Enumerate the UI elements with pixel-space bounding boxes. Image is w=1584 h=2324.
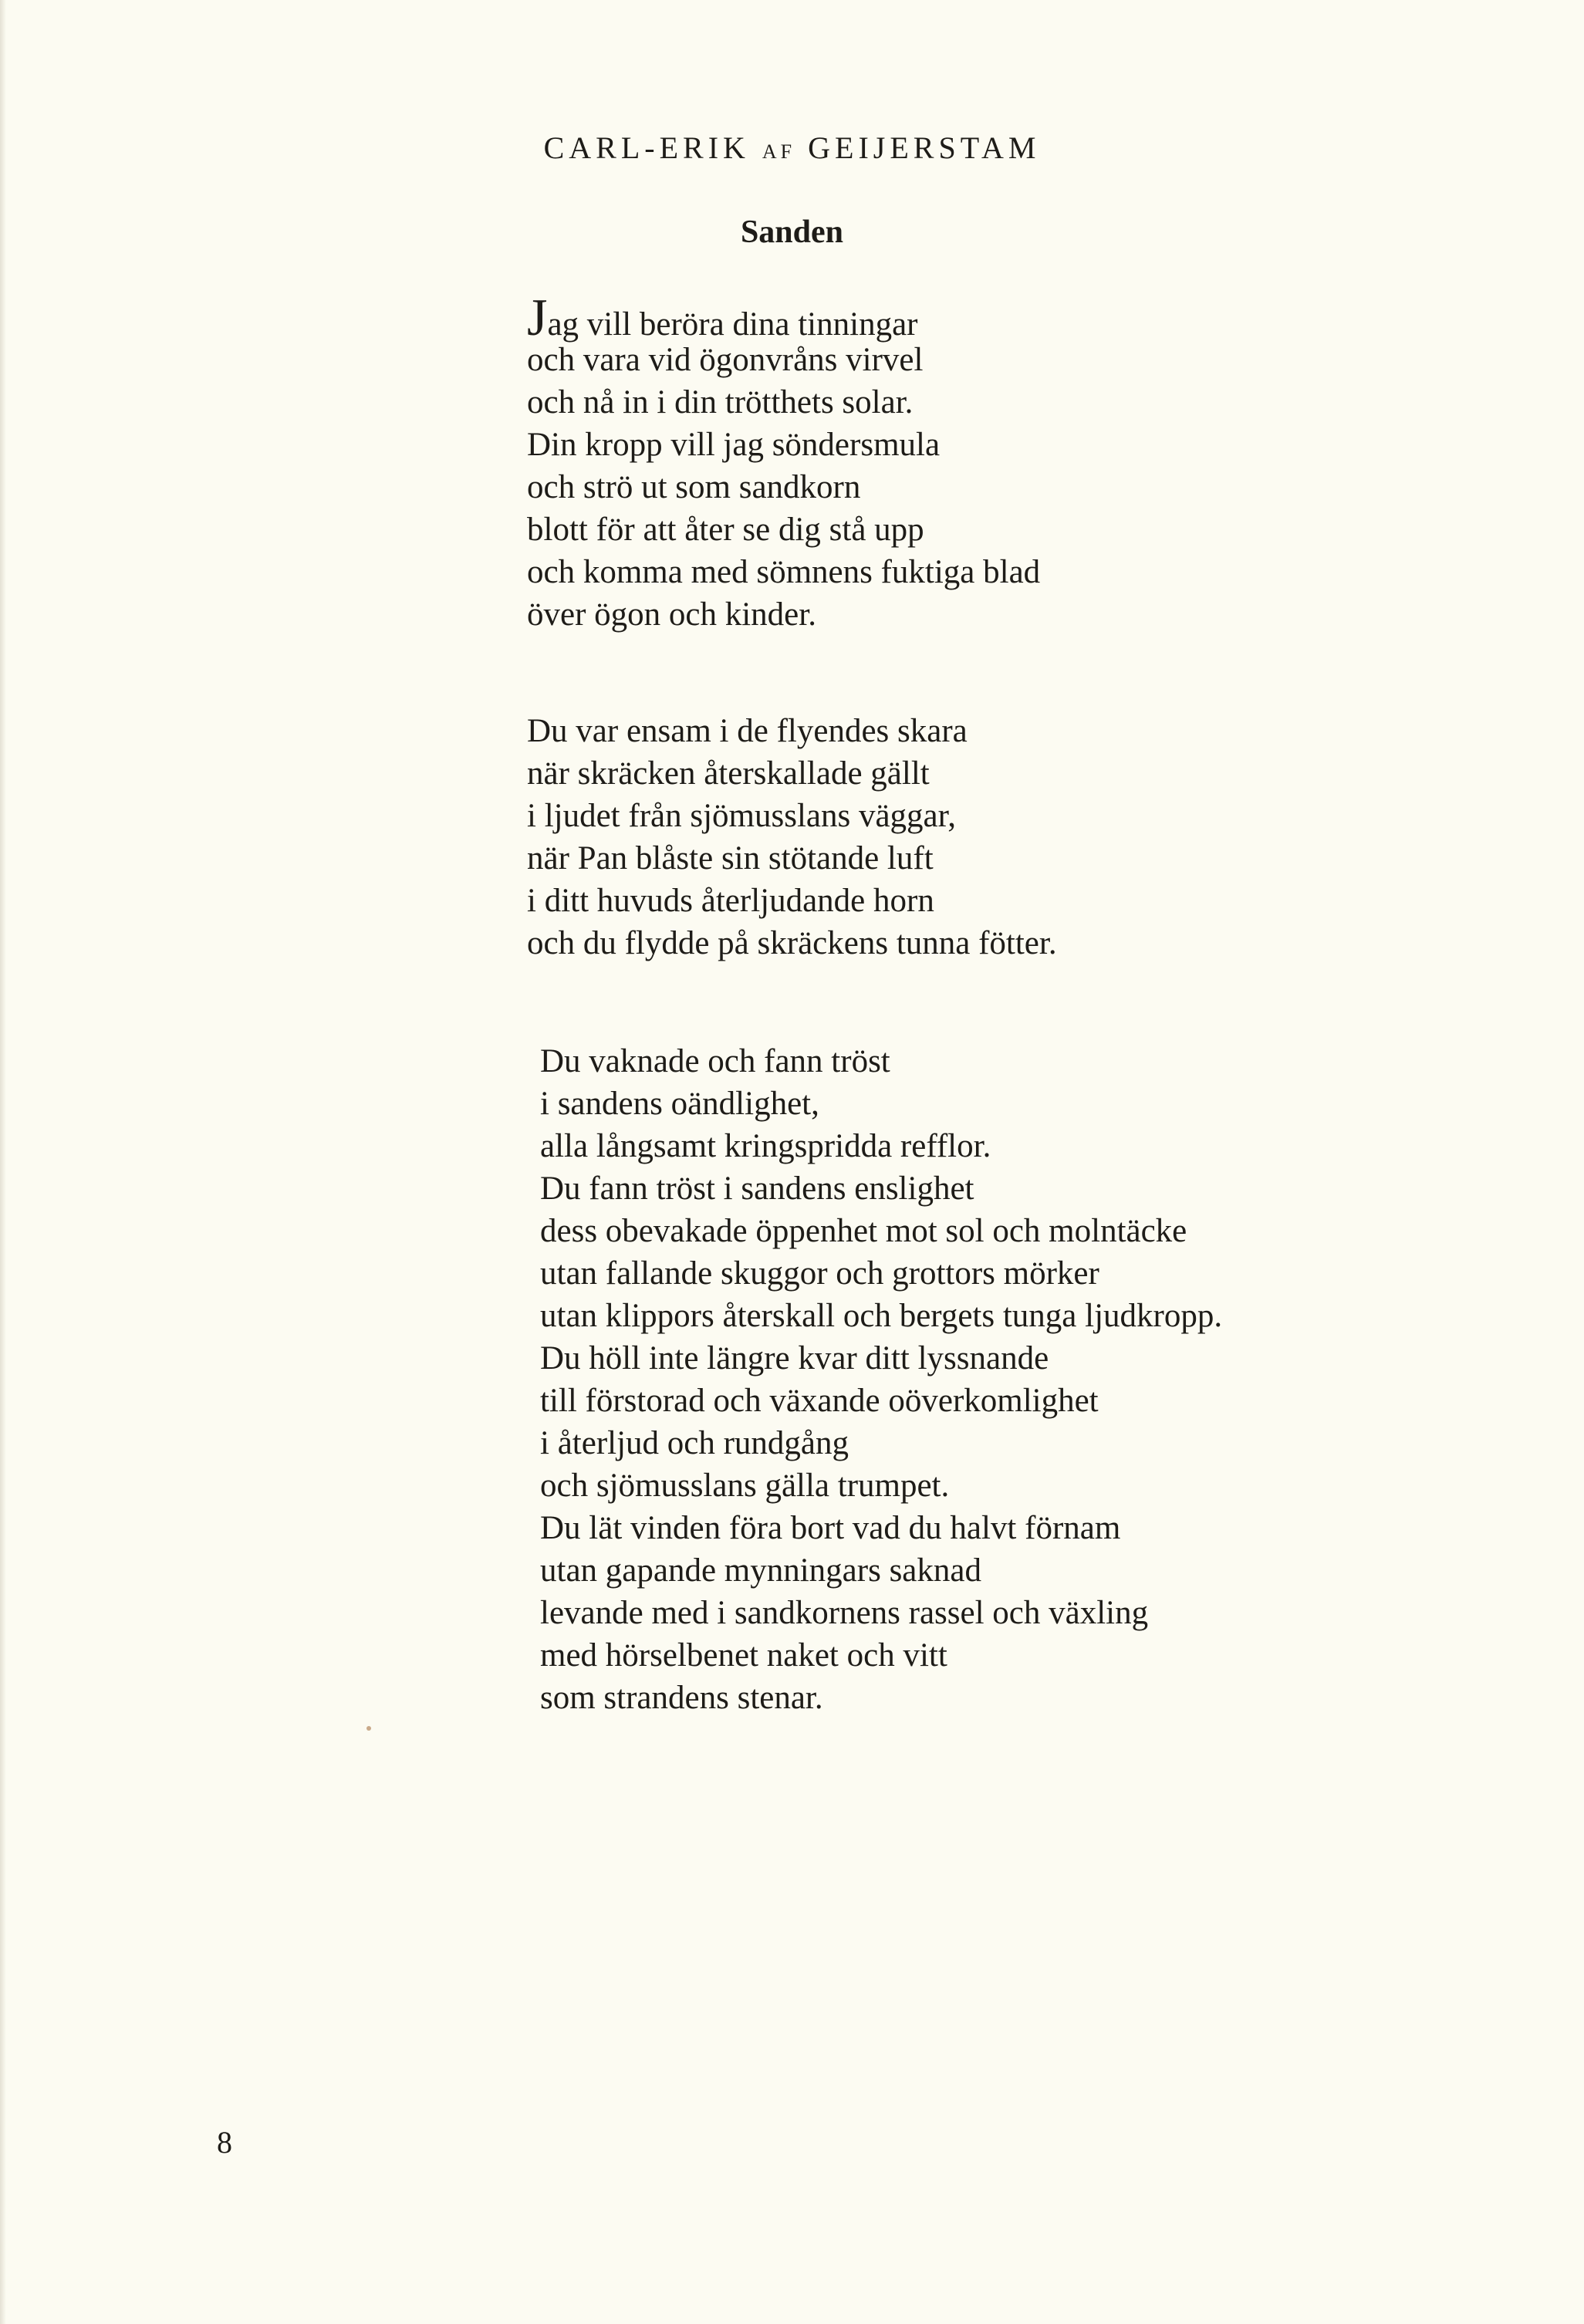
poem-line: när skräcken återskallade gällt <box>527 755 930 792</box>
poem-line: med hörselbenet naket och vitt <box>540 1637 947 1674</box>
poem-line: Du var ensam i de flyendes skara <box>527 713 968 749</box>
poem-line: utan gapande mynningars saknad <box>540 1552 981 1589</box>
poem-line: och vara vid ögonvråns virvel <box>527 342 924 378</box>
poem-line: Du fann tröst i sandens enslighet <box>540 1170 974 1207</box>
page-edge-shadow <box>0 0 6 2324</box>
poem-line: som strandens stenar. <box>540 1680 823 1716</box>
author-first-name: CARL-ERIK <box>543 130 750 165</box>
poem-line: blott för att åter se dig stå upp <box>527 512 924 548</box>
poem-line: levande med i sandkornens rassel och växling <box>540 1595 1149 1631</box>
poem-line: Du lät vinden föra bort vad du halvt förnam <box>540 1510 1121 1546</box>
poem-line <box>527 288 1040 346</box>
poem-line: Du höll inte längre kvar ditt lyssnande <box>540 1340 1049 1376</box>
poem-line: och sjömusslans gälla trumpet. <box>540 1468 950 1504</box>
poem-line: i återljud och rundgång <box>540 1425 849 1461</box>
poem-line: alla långsamt kringspridda refflor. <box>540 1128 991 1164</box>
poem-line: i sandens oändlighet, <box>540 1086 819 1122</box>
poem-line: dess obevakade öppenhet mot sol och molntäcke <box>540 1213 1187 1249</box>
paper-speck <box>366 1726 371 1731</box>
author-surname: GEIJERSTAM <box>808 130 1041 165</box>
poem-line: till förstorad och växande oöverkomlighet <box>540 1383 1099 1419</box>
poem-line: när Pan blåste sin stötande luft <box>527 840 934 877</box>
poem-line: och strö ut som sandkorn <box>527 469 861 505</box>
stanza <box>540 1040 1222 1719</box>
poem-line: över ögon och kinder. <box>527 596 816 633</box>
page-number: 8 <box>217 2125 232 2160</box>
poem-line: i ditt huvuds återljudande horn <box>527 883 934 919</box>
poem-line: utan klippors återskall och bergets tunga ljudkropp. <box>540 1298 1223 1334</box>
poem-line: utan fallande skuggor och grottors mörker <box>540 1255 1099 1292</box>
running-head-author <box>0 130 1584 166</box>
poem-title: Sanden <box>740 214 844 250</box>
poem-line: och du flydde på skräckens tunna fötter. <box>527 925 1057 961</box>
poem-line: och nå in i din trötthets solar. <box>527 384 914 421</box>
stanza <box>527 710 1057 964</box>
stanza <box>527 288 1041 636</box>
poem-line: Din kropp vill jag söndersmula <box>527 427 941 463</box>
line-text: ag vill beröra dina tinningar <box>547 306 918 343</box>
poem-line: Du vaknade och fann tröst <box>540 1043 890 1079</box>
author-particle: AF <box>762 140 796 163</box>
poem-line: och komma med sömnens fuktiga blad <box>527 554 1041 590</box>
poem-line: i ljudet från sjömusslans väggar, <box>527 798 956 834</box>
drop-cap: J <box>527 288 548 346</box>
